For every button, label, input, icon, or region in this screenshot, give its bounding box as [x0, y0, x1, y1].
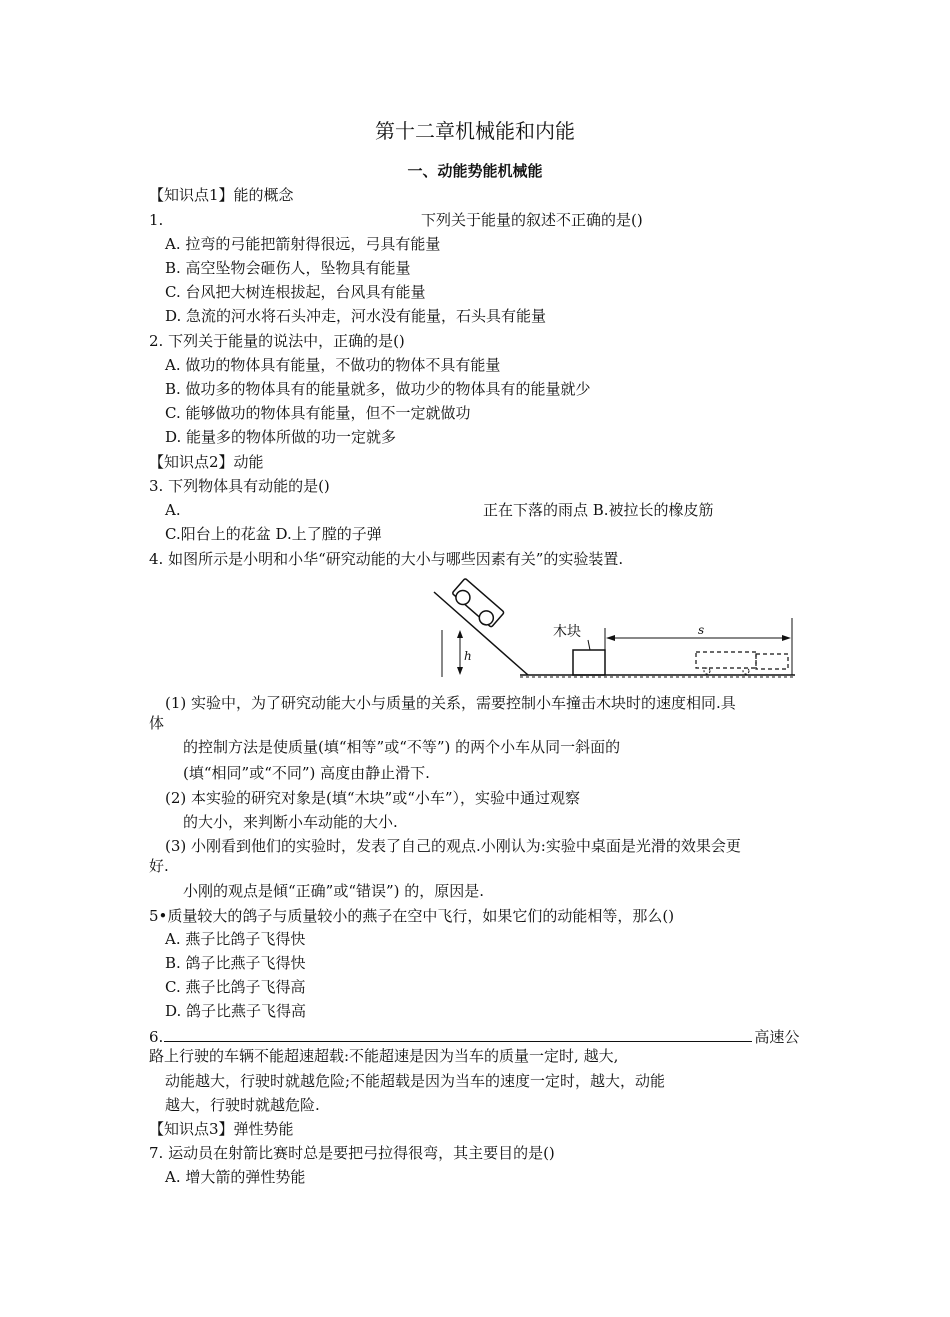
question-5: 5•质量较大的鸽子与质量较小的燕子在空中飞行，如果它们的动能相等，那么() [149, 907, 675, 925]
question-4-part-2-line-1: (2) 本实验的研究对象是(填“木块”或“小车”），实验中通过观察 [165, 789, 581, 807]
question-6-line-2: 路上行驶的车辆不能超速超载:不能超速是因为当车的质量一定时, 越大, [149, 1047, 619, 1065]
question-7: 7. 运动员在射箭比赛时总是要把弓拉得很弯，其主要目的是() [149, 1144, 555, 1162]
page-title: 第十二章机械能和内能 [375, 119, 575, 143]
question-6-line-1 [149, 1026, 799, 1047]
question-1-option-b: B. 高空坠物会砸伤人，坠物具有能量 [165, 259, 411, 277]
question-2: 2. 下列关于能量的说法中，正确的是() [149, 332, 405, 350]
question-4-part-3-line-1: (3) 小刚看到他们的实验时，发表了自己的观点.小刚认为:实验中桌面是光滑的效果会更 [165, 837, 741, 855]
question-4-part-3-line-3: 小刚的观点是傾“正确”或“错误”) 的，原因是. [183, 882, 485, 900]
question-2-option-b: B. 做功多的物体具有的能量就多，做功少的物体具有的能量就少 [165, 380, 591, 398]
question-6-number: 6. [149, 1028, 164, 1046]
question-6-line-4: 越大，行驶时就越危险. [165, 1096, 320, 1114]
question-3: 3. 下列物体具有动能的是() [149, 477, 330, 495]
experiment-figure [420, 578, 805, 688]
question-4-part-1-line-2: 体 [149, 714, 165, 732]
knowledge-point-2: 【知识点2】动能 [149, 453, 264, 471]
question-1-option-d: D. 急流的河水将石头冲走，河水没有能量，石头具有能量 [165, 307, 547, 325]
answer-blank [164, 1026, 752, 1042]
distance-label: s [698, 623, 705, 637]
question-2-option-a: A. 做功的物体具有能量，不做功的物体不具有能量 [165, 356, 501, 374]
question-4-part-1-line-4: (填“相同”或“不同”) 高度由静止滑下. [183, 764, 430, 782]
wood-block-label: 木块 [553, 624, 581, 640]
wood-block [573, 650, 605, 675]
question-1-text: 下列关于能量的叙述不正确的是() [421, 211, 643, 229]
knowledge-point-3: 【知识点3】弹性势能 [149, 1120, 294, 1138]
question-2-option-c: C. 能够做功的物体具有能量，但不一定就做功 [165, 404, 471, 422]
question-4-part-3-line-2: 好. [149, 857, 169, 875]
question-4-part-1-line-1: (1) 实验中，为了研究动能大小与质量的关系，需要控制小车撞击木块时的速度相同.具 [165, 694, 736, 712]
question-1-option-a: A. 拉弯的弓能把箭射得很远，弓具有能量 [165, 235, 441, 253]
question-5-option-c: C. 燕子比鸽子飞得高 [165, 978, 306, 996]
question-6-line-3: 动能越大，行驶时就越危险;不能超载是因为当车的速度一定时，越大，动能 [165, 1072, 666, 1090]
knowledge-point-1: 【知识点1】能的概念 [149, 186, 294, 204]
question-3-option-a-text: 正在下落的雨点 B.被拉长的橡皮筋 [483, 501, 714, 519]
question-1-option-c: C. 台风把大树连根拔起，台风具有能量 [165, 283, 426, 301]
question-4: 4. 如图所示是小明和小华“研究动能的大小与哪些因素有关”的实验装置. [149, 550, 624, 568]
incline-line [434, 592, 528, 675]
question-3-option-a-label: A. [165, 501, 181, 519]
question-7-option-a: A. 增大箭的弹性势能 [165, 1168, 306, 1186]
question-5-option-b: B. 鸽子比燕子飞得快 [165, 954, 306, 972]
question-5-option-d: D. 鸽子比燕子飞得高 [165, 1002, 307, 1020]
question-3-options-cd: C.阳台上的花盆 D.上了膛的子弹 [165, 525, 382, 543]
moved-block-dashed [696, 652, 756, 668]
cart-on-incline [450, 578, 504, 629]
question-6-line-1-end: 高速公 [754, 1028, 800, 1046]
question-2-option-d: D. 能量多的物体所做的功一定就多 [165, 428, 397, 446]
question-5-option-a: A. 燕子比鸽子飞得快 [165, 930, 306, 948]
height-label: h [464, 649, 472, 663]
question-4-part-2-line-2: 的大小，来判断小车动能的大小. [183, 813, 398, 831]
section-heading: 一、动能势能机械能 [407, 162, 543, 180]
question-1-number: 1. [149, 211, 164, 229]
question-4-part-1-line-3: 的控制方法是使质量(填“相等”或“不等”) 的两个小车从同一斜面的 [183, 738, 621, 756]
